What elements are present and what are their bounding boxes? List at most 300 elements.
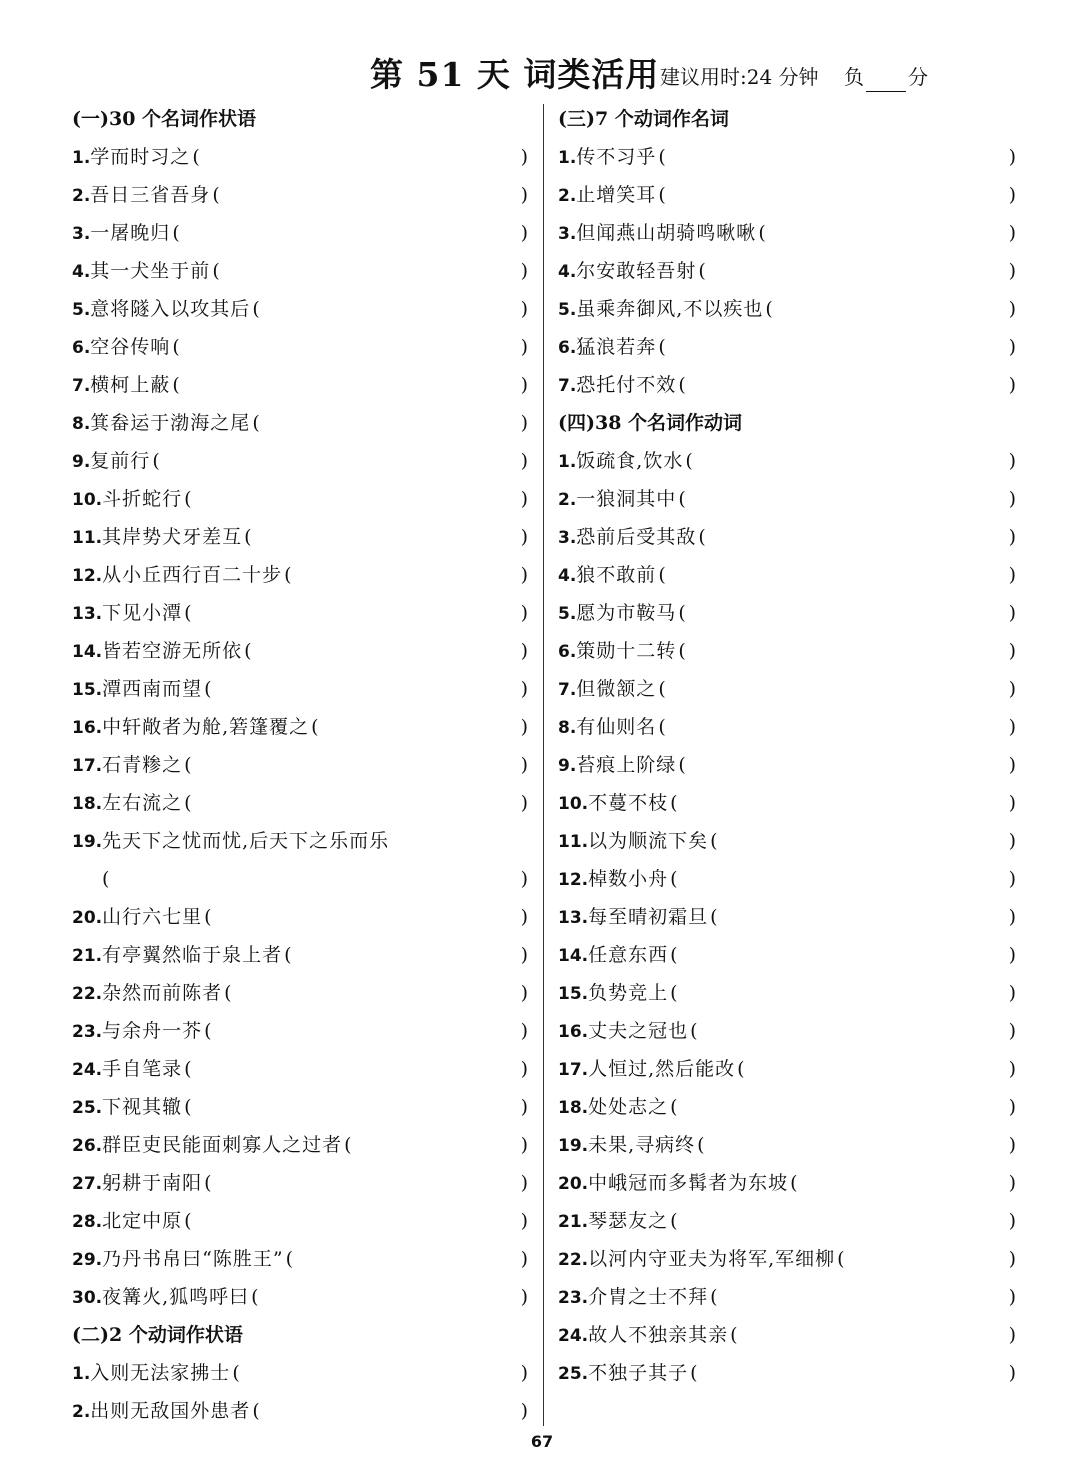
section-heading: (四)38 个名词作动词	[558, 412, 743, 434]
open-paren[interactable]: (	[698, 526, 706, 548]
page-title: 第 51 天 词类活用	[370, 55, 660, 94]
question-number: 2.	[72, 1402, 91, 1422]
close-paren: )	[520, 488, 528, 510]
open-paren[interactable]: (	[244, 640, 252, 662]
open-paren[interactable]: (	[184, 1210, 192, 1232]
close-paren: )	[520, 1058, 528, 1080]
question-text: 群臣吏民能面刺寡人之过者	[102, 1134, 343, 1156]
question-number: 12.	[72, 566, 103, 586]
question-text: 但微颔之	[576, 678, 657, 700]
open-paren[interactable]: (	[244, 526, 252, 548]
question-text: 苔痕上阶绿	[576, 754, 677, 776]
open-paren[interactable]: (	[285, 1248, 293, 1270]
question-number: 7.	[558, 680, 577, 700]
question-number: 15.	[558, 984, 589, 1004]
open-paren[interactable]: (	[152, 450, 160, 472]
open-paren[interactable]: (	[172, 336, 180, 358]
question-item	[72, 404, 532, 442]
question-item	[72, 670, 532, 708]
question-text: 出则无敌国外患者	[90, 1400, 251, 1422]
question-text: 吾日三省吾身	[90, 184, 211, 206]
open-paren[interactable]: (	[678, 374, 686, 396]
question-text: 入则无法家拂士	[90, 1362, 231, 1384]
question-item	[558, 176, 1020, 214]
score-field	[844, 62, 928, 92]
question-item	[72, 594, 532, 632]
question-text: 潭西南而望	[102, 678, 203, 700]
question-number: 6.	[558, 642, 577, 662]
open-paren[interactable]: (	[184, 1058, 192, 1080]
question-item	[72, 898, 532, 936]
open-paren[interactable]: (	[670, 944, 678, 966]
question-number: 30.	[72, 1288, 103, 1308]
question-number: 17.	[558, 1060, 589, 1080]
close-paren: )	[520, 564, 528, 586]
close-paren: )	[520, 336, 528, 358]
close-paren: )	[520, 1210, 528, 1232]
close-paren: )	[520, 526, 528, 548]
open-paren[interactable]: (	[311, 716, 319, 738]
close-paren: )	[1008, 716, 1016, 738]
question-number: 13.	[72, 604, 103, 624]
question-item	[72, 138, 532, 176]
close-paren: )	[1008, 906, 1016, 928]
open-paren[interactable]: (	[284, 944, 292, 966]
question-text: 传不习乎	[576, 146, 657, 168]
open-paren[interactable]: (	[658, 184, 666, 206]
question-item	[72, 366, 532, 404]
open-paren[interactable]: (	[670, 982, 678, 1004]
question-item	[72, 632, 532, 670]
question-number: 21.	[558, 1212, 589, 1232]
question-item	[72, 556, 532, 594]
question-item	[72, 1354, 532, 1392]
open-paren[interactable]: (	[204, 1020, 212, 1042]
question-number: 5.	[558, 604, 577, 624]
open-paren[interactable]: (	[658, 678, 666, 700]
question-item	[558, 1050, 1020, 1088]
close-paren: )	[1008, 450, 1016, 472]
question-number: 4.	[72, 262, 91, 282]
question-item	[72, 1392, 532, 1430]
question-item	[558, 1278, 1020, 1316]
question-number: 8.	[558, 718, 577, 738]
question-item	[558, 670, 1020, 708]
open-paren[interactable]: (	[212, 260, 220, 282]
question-number: 6.	[72, 338, 91, 358]
question-number: 24.	[72, 1060, 103, 1080]
question-number: 4.	[558, 262, 577, 282]
open-paren[interactable]: (	[710, 1286, 718, 1308]
question-item	[558, 480, 1020, 518]
open-paren[interactable]: (	[184, 602, 192, 624]
right-column	[558, 100, 1020, 1392]
question-text: 下见小潭	[102, 602, 183, 624]
question-text: 未果,寻病终	[588, 1134, 696, 1156]
close-paren: )	[520, 716, 528, 738]
question-number: 1.	[72, 148, 91, 168]
question-number: 4.	[558, 566, 577, 586]
close-paren: )	[520, 602, 528, 624]
question-text: 石青糁之	[102, 754, 183, 776]
close-paren: )	[520, 450, 528, 472]
question-text: 饭疏食,饮水	[576, 450, 684, 472]
close-paren: )	[520, 1286, 528, 1308]
open-paren[interactable]: (	[837, 1248, 845, 1270]
question-item	[558, 442, 1020, 480]
question-item	[558, 1202, 1020, 1240]
question-text: 箕畚运于渤海之尾	[90, 412, 251, 434]
question-item	[558, 214, 1020, 252]
close-paren: )	[520, 1020, 528, 1042]
open-paren[interactable]: (	[658, 336, 666, 358]
question-item	[72, 1088, 532, 1126]
open-paren[interactable]: (	[658, 716, 666, 738]
question-item	[558, 328, 1020, 366]
close-paren: )	[520, 1400, 528, 1422]
open-paren[interactable]: (	[184, 488, 192, 510]
question-text: 空谷传响	[90, 336, 171, 358]
question-number: 27.	[72, 1174, 103, 1194]
question-number: 3.	[558, 224, 577, 244]
question-item	[72, 1278, 532, 1316]
question-number: 22.	[72, 984, 103, 1004]
open-paren[interactable]: (	[690, 1020, 698, 1042]
close-paren: )	[1008, 1286, 1016, 1308]
open-paren[interactable]: (	[212, 184, 220, 206]
open-paren[interactable]: (	[252, 1400, 260, 1422]
question-text: 一屠晚归	[90, 222, 171, 244]
question-item	[72, 328, 532, 366]
question-number: 18.	[558, 1098, 589, 1118]
question-number: 10.	[72, 490, 103, 510]
close-paren: )	[520, 1248, 528, 1270]
question-text: 尔安敢轻吾射	[576, 260, 697, 282]
open-paren[interactable]: (	[204, 906, 212, 928]
close-paren: )	[1008, 488, 1016, 510]
question-text: 以为顺流下矣	[588, 830, 709, 852]
close-paren: )	[1008, 1134, 1016, 1156]
close-paren: )	[520, 640, 528, 662]
open-paren[interactable]: (	[670, 792, 678, 814]
open-paren[interactable]: (	[710, 906, 718, 928]
question-text: 任意东西	[588, 944, 669, 966]
question-item	[558, 1164, 1020, 1202]
question-item	[72, 290, 532, 328]
question-number: 16.	[72, 718, 103, 738]
question-text: 山行六七里	[102, 906, 203, 928]
question-number: 20.	[558, 1174, 589, 1194]
open-paren[interactable]: (	[670, 1096, 678, 1118]
question-number: 18.	[72, 794, 103, 814]
question-number: 3.	[72, 224, 91, 244]
question-item	[558, 708, 1020, 746]
close-paren: )	[1008, 1020, 1016, 1042]
close-paren: )	[1008, 944, 1016, 966]
question-number: 1.	[558, 452, 577, 472]
question-number: 14.	[72, 642, 103, 662]
open-paren[interactable]: (	[737, 1058, 745, 1080]
question-text: 乃丹书帛曰“陈胜王”	[102, 1248, 284, 1270]
section-heading: (一)30 个名词作状语	[72, 108, 257, 130]
section-heading: (三)7 个动词作名词	[558, 108, 729, 130]
question-number: 15.	[72, 680, 103, 700]
open-paren[interactable]: (	[658, 146, 666, 168]
close-paren: )	[1008, 298, 1016, 320]
question-text: 复前行	[90, 450, 151, 472]
question-number: 5.	[72, 300, 91, 320]
question-number: 17.	[72, 756, 103, 776]
question-number: 7.	[558, 376, 577, 396]
question-item	[558, 898, 1020, 936]
question-number: 2.	[558, 490, 577, 510]
question-text: 杂然而前陈者	[102, 982, 223, 1004]
question-text: 恐托付不效	[576, 374, 677, 396]
question-text: 一狼洞其中	[576, 488, 677, 510]
question-text: 止增笑耳	[576, 184, 657, 206]
open-paren[interactable]: (	[678, 754, 686, 776]
close-paren: )	[1008, 526, 1016, 548]
close-paren: )	[520, 792, 528, 814]
question-number: 3.	[558, 528, 577, 548]
page-number: 67	[530, 1432, 554, 1451]
question-number: 21.	[72, 946, 103, 966]
question-item	[72, 442, 532, 480]
question-text: 手自笔录	[102, 1058, 183, 1080]
question-item	[558, 1126, 1020, 1164]
question-text: 恐前后受其敌	[576, 526, 697, 548]
question-item	[72, 708, 532, 746]
close-paren: )	[1008, 1324, 1016, 1346]
question-text: 每至晴初霜旦	[588, 906, 709, 928]
open-paren[interactable]: (	[184, 1096, 192, 1118]
question-item	[558, 974, 1020, 1012]
close-paren: )	[1008, 1248, 1016, 1270]
question-number: 6.	[558, 338, 577, 358]
close-paren: )	[1008, 602, 1016, 624]
question-text: 中峨冠而多髯者为东坡	[588, 1172, 789, 1194]
question-number: 23.	[72, 1022, 103, 1042]
score-blank[interactable]	[866, 71, 906, 92]
question-item	[558, 366, 1020, 404]
close-paren: )	[520, 146, 528, 168]
open-paren[interactable]: (	[252, 298, 260, 320]
close-paren: )	[520, 374, 528, 396]
question-item	[558, 1012, 1020, 1050]
open-paren[interactable]: (	[678, 640, 686, 662]
question-item	[558, 1088, 1020, 1126]
question-item	[72, 1126, 532, 1164]
question-number: 1.	[72, 1364, 91, 1384]
close-paren: )	[1008, 1210, 1016, 1232]
question-text: 其岸势犬牙差互	[102, 526, 243, 548]
question-number: 19.	[558, 1136, 589, 1156]
question-item	[72, 784, 532, 822]
open-paren[interactable]: (	[670, 868, 678, 890]
question-number: 28.	[72, 1212, 103, 1232]
question-number: 26.	[72, 1136, 103, 1156]
question-number: 29.	[72, 1250, 103, 1270]
question-text: 其一犬坐于前	[90, 260, 211, 282]
question-number: 10.	[558, 794, 589, 814]
question-text: 不独子其子	[588, 1362, 689, 1384]
close-paren: )	[520, 412, 528, 434]
close-paren: )	[520, 1096, 528, 1118]
question-text: 人恒过,然后能改	[588, 1058, 736, 1080]
question-text: 有亭翼然临于泉上者	[102, 944, 283, 966]
question-item	[72, 1164, 532, 1202]
open-paren[interactable]: (	[697, 1134, 705, 1156]
close-paren: )	[520, 260, 528, 282]
page-header	[370, 52, 1010, 98]
score-prefix: 负	[844, 65, 864, 89]
open-paren[interactable]: (	[698, 260, 706, 282]
question-text: 皆若空游无所依	[102, 640, 243, 662]
open-paren[interactable]: (	[172, 222, 180, 244]
question-item	[558, 632, 1020, 670]
close-paren: )	[1008, 1058, 1016, 1080]
question-text: 左右流之	[102, 792, 183, 814]
question-text: 以河内守亚夫为将军,军细柳	[588, 1248, 836, 1270]
section-heading: (二)2 个动词作状语	[72, 1324, 243, 1346]
open-paren[interactable]: (	[790, 1172, 798, 1194]
question-text: 夜篝火,狐鸣呼曰	[102, 1286, 250, 1308]
open-paren[interactable]: (	[184, 754, 192, 776]
close-paren: )	[1008, 830, 1016, 852]
open-paren[interactable]: (	[685, 450, 693, 472]
question-item	[72, 1012, 532, 1050]
score-suffix: 分	[908, 65, 928, 89]
question-item	[558, 746, 1020, 784]
question-item	[558, 860, 1020, 898]
open-paren[interactable]: (	[765, 298, 773, 320]
question-text: 策勋十二转	[576, 640, 677, 662]
question-item	[558, 784, 1020, 822]
close-paren: )	[1008, 336, 1016, 358]
question-text: 琴瑟友之	[588, 1210, 669, 1232]
question-item	[558, 1316, 1020, 1354]
open-paren: (	[102, 868, 110, 890]
open-paren[interactable]: (	[678, 602, 686, 624]
close-paren: )	[520, 944, 528, 966]
close-paren: )	[1008, 868, 1016, 890]
open-paren[interactable]: (	[232, 1362, 240, 1384]
question-text: 学而时习之	[90, 146, 191, 168]
close-paren: )	[1008, 146, 1016, 168]
question-item	[558, 1240, 1020, 1278]
question-number: 8.	[72, 414, 91, 434]
question-text: 处处志之	[588, 1096, 669, 1118]
close-paren: )	[1008, 1172, 1016, 1194]
close-paren: )	[1008, 564, 1016, 586]
close-paren: )	[520, 1362, 528, 1384]
close-paren: )	[1008, 222, 1016, 244]
open-paren[interactable]: (	[251, 1286, 259, 1308]
question-text: 与余舟一芥	[102, 1020, 203, 1042]
question-number: 22.	[558, 1250, 589, 1270]
open-paren[interactable]: (	[204, 678, 212, 700]
question-item	[72, 1202, 532, 1240]
question-item	[72, 974, 532, 1012]
close-paren: )	[1008, 184, 1016, 206]
open-paren[interactable]: (	[670, 1210, 678, 1232]
question-text: 北定中原	[102, 1210, 183, 1232]
question-text: 躬耕于南阳	[102, 1172, 203, 1194]
question-item	[72, 936, 532, 974]
close-paren: )	[1008, 792, 1016, 814]
question-number: 23.	[558, 1288, 589, 1308]
open-paren[interactable]: (	[758, 222, 766, 244]
open-paren[interactable]: (	[172, 374, 180, 396]
open-paren[interactable]: (	[224, 982, 232, 1004]
question-item	[72, 1050, 532, 1088]
question-number: 9.	[558, 756, 577, 776]
question-text: 下视其辙	[102, 1096, 183, 1118]
open-paren[interactable]: (	[204, 1172, 212, 1194]
question-number: 16.	[558, 1022, 589, 1042]
close-paren: )	[1008, 260, 1016, 282]
open-paren[interactable]: (	[184, 792, 192, 814]
question-text: 负势竞上	[588, 982, 669, 1004]
question-number: 5.	[558, 300, 577, 320]
question-number: 13.	[558, 908, 589, 928]
close-paren: )	[1008, 374, 1016, 396]
question-number: 7.	[72, 376, 91, 396]
question-text: 介胄之士不拜	[588, 1286, 709, 1308]
close-paren: )	[520, 906, 528, 928]
question-text: 丈夫之冠也	[588, 1020, 689, 1042]
open-paren[interactable]: (	[710, 830, 718, 852]
left-column	[72, 100, 532, 1430]
question-number: 25.	[558, 1364, 589, 1384]
open-paren[interactable]: (	[192, 146, 200, 168]
close-paren: )	[1008, 982, 1016, 1004]
close-paren: )	[520, 1172, 528, 1194]
open-paren[interactable]: (	[690, 1362, 698, 1384]
question-item	[558, 594, 1020, 632]
open-paren[interactable]: (	[252, 412, 260, 434]
open-paren[interactable]: (	[284, 564, 292, 586]
question-number: 9.	[72, 452, 91, 472]
answer-blank-row[interactable]	[72, 860, 532, 898]
question-item	[558, 1354, 1020, 1392]
open-paren[interactable]: (	[658, 564, 666, 586]
close-paren: )	[520, 184, 528, 206]
open-paren[interactable]: (	[678, 488, 686, 510]
question-text: 棹数小舟	[588, 868, 669, 890]
question-item	[558, 252, 1020, 290]
question-item	[72, 252, 532, 290]
close-paren: )	[1008, 678, 1016, 700]
question-number: 1.	[558, 148, 577, 168]
question-number: 2.	[558, 186, 577, 206]
close-paren: )	[1008, 754, 1016, 776]
question-item	[558, 936, 1020, 974]
close-paren: )	[520, 298, 528, 320]
open-paren[interactable]: (	[730, 1324, 738, 1346]
open-paren[interactable]: (	[344, 1134, 352, 1156]
question-number: 12.	[558, 870, 589, 890]
question-text: 不蔓不枝	[588, 792, 669, 814]
question-item	[72, 214, 532, 252]
question-text: 横柯上蔽	[90, 374, 171, 396]
question-number: 24.	[558, 1326, 589, 1346]
question-item	[558, 290, 1020, 328]
question-text: 斗折蛇行	[102, 488, 183, 510]
question-number: 20.	[72, 908, 103, 928]
question-item	[72, 1240, 532, 1278]
close-paren: )	[520, 222, 528, 244]
